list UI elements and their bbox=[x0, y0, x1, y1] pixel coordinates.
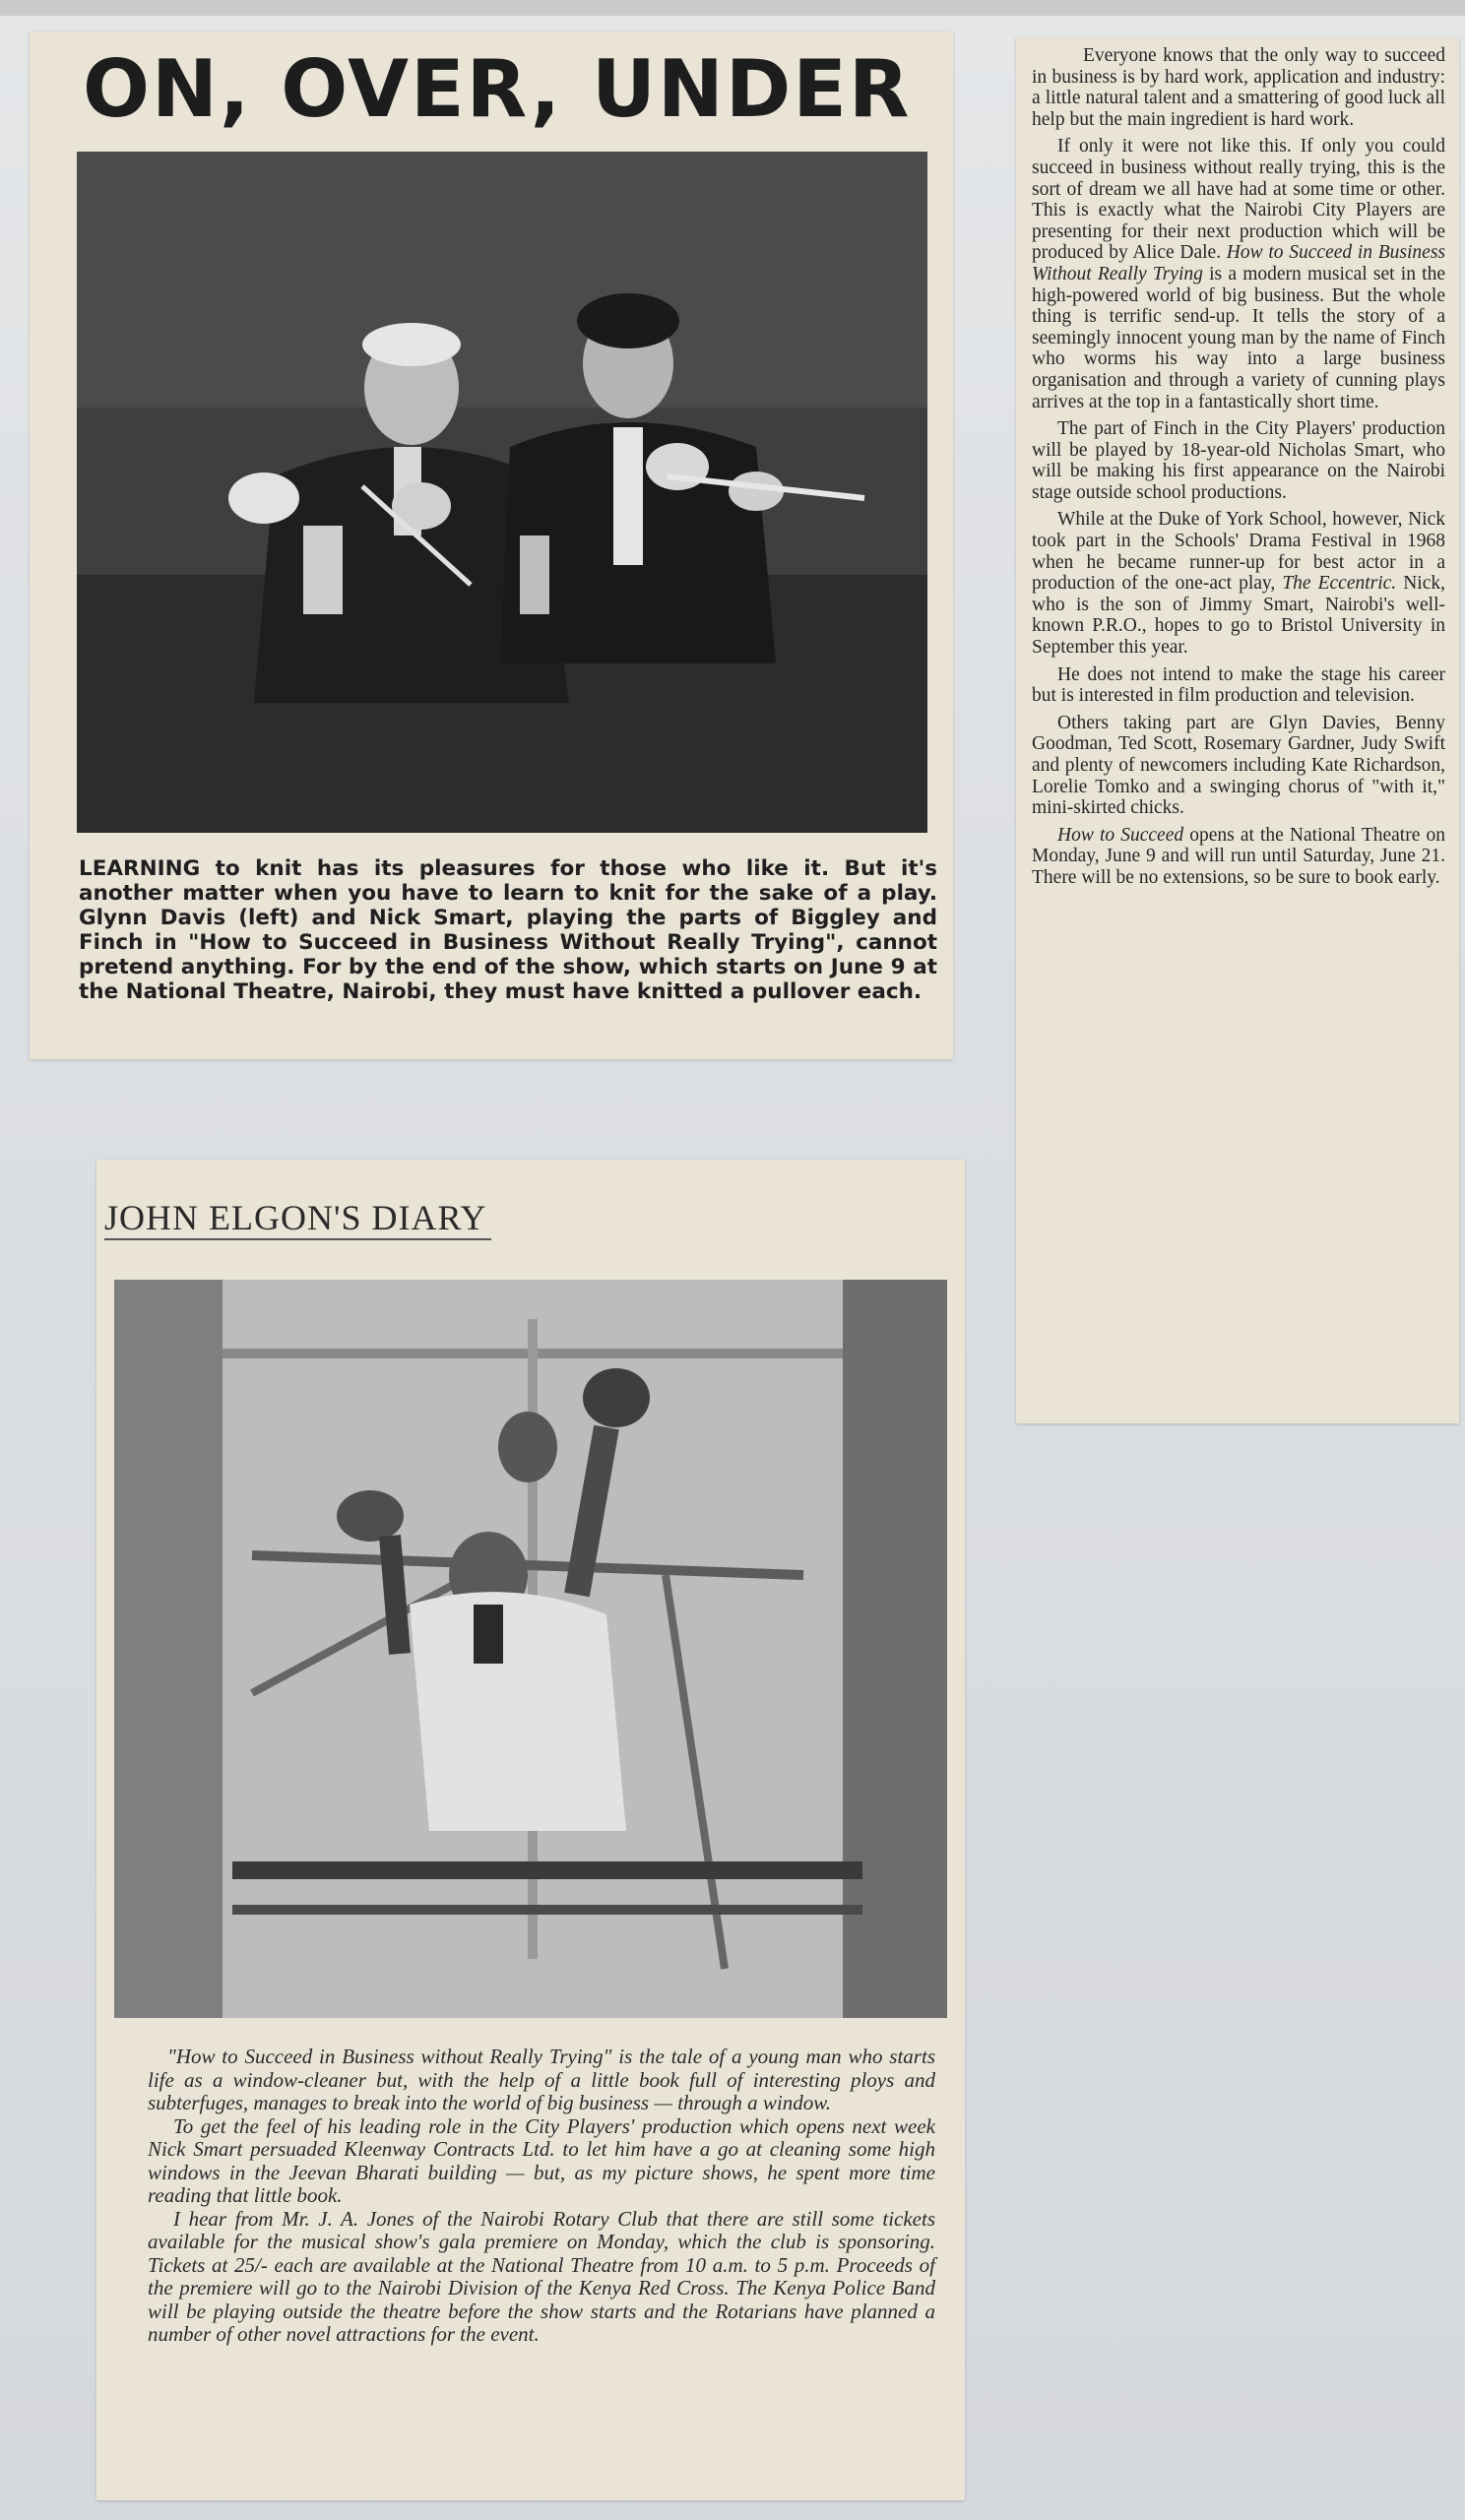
article-paragraph: The part of Finch in the City Players' production will be played by 18-year-old Nicholas Smart, who will be making his first appearance on the Nairobi stage outside school productions. bbox=[1032, 418, 1445, 503]
play-title: The Eccentric. bbox=[1282, 573, 1397, 595]
article-paragraph bbox=[1032, 136, 1445, 412]
headline: ON, OVER, UNDER bbox=[83, 43, 912, 135]
text-run: opens at the National Theatre on Monday, June 9 and will run until Saturday, June 21. There will be no extensions, so be sure to book early. bbox=[1032, 824, 1445, 888]
article-paragraph: He does not intend to make the stage his career but is interested in film production and television. bbox=[1032, 663, 1445, 707]
text-run: Nick, who is the son of Jimmy Smart, Nairobi's well-known P.R.O., hopes to go to Bristol University in September this year. bbox=[1032, 573, 1446, 659]
article-paragraph bbox=[1032, 825, 1445, 889]
diary-text bbox=[148, 2046, 935, 2347]
text-run: If only it were not like this. If only you could succeed in business without really trying, this is the sort of dream we all have had at some time or other. This is exactly what the Nairobi City Players are presenting for their next production which will be produced by Alice Dale. bbox=[1032, 136, 1445, 264]
show-title: How to Succeed bbox=[1057, 824, 1184, 846]
photo-caption bbox=[79, 856, 937, 1004]
diary-paragraph: I hear from Mr. J. A. Jones of the Nairobi Rotary Club that there are still some tickets available for the musical show's gala premiere on Monday, which the club is sponsoring. Tickets at 25/- each are available at the National Theatre from 10 a.m. to 5 p.m. Proceeds of the premiere will go to the Nairobi Division of the Kenya Red Cross. The Kenya Police Band will be playing outside the theatre before the show starts and the Rotarians have planned a number of other novel attractions for the event. bbox=[148, 2206, 935, 2346]
knitting-photo-illustration bbox=[77, 152, 927, 833]
clipping-article-column bbox=[1016, 37, 1459, 1423]
window-cleaner-photo-illustration bbox=[114, 1280, 947, 2018]
page-top-edge bbox=[0, 0, 1465, 16]
diary-paragraph: "How to Succeed in Business without Really Trying" is the tale of a young man who starts life as a window-cleaner but, with the help of a little book full of interesting ploys and subterfuges, manages to break into the world of big business — through a window. bbox=[148, 2045, 935, 2114]
diary-paragraph: To get the feel of his leading role in the City Players' production which opens next week Nick Smart persuaded Kleenway Contracts Ltd. to let him have a go at cleaning some high windows in the Jeevan Bharati building — but, as my picture shows, he spent more time reading that little book. bbox=[148, 2113, 935, 2207]
caption-lead-word: LEARNING bbox=[79, 856, 201, 881]
text-run: While at the Duke of York School, however, Nick took part in the Schools' Drama Festival in 1968 when he became runner-up for best actor in a production of the one-act play, bbox=[1032, 509, 1445, 595]
article-paragraph: Others taking part are Glyn Davies, Benny Goodman, Ted Scott, Rosemary Gardner, Judy Swift and plenty of newcomers including Kate Richardson, Lorelie Tomko and a swinging chorus of "with it," mini-skirted chicks. bbox=[1032, 712, 1445, 819]
clipping-john-elgons-diary bbox=[96, 1160, 965, 2500]
article-column bbox=[1032, 45, 1445, 895]
article-paragraph: Everyone knows that the only way to succeed in business is by hard work, application and industry: a little natural talent and a smattering of good luck all help but the main ingredient is hard work. bbox=[1032, 45, 1445, 130]
photo-two-men-knitting bbox=[77, 152, 927, 833]
diary-heading: JOHN ELGON'S DIARY bbox=[104, 1197, 491, 1240]
caption-text: to knit has its pleasures for those who like it. But it's another matter when you have to learn to knit for the sake of a play. Glynn Davis (left) and Nick Smart, playing the parts of Biggley and Finch in "How to Succeed in Business Without Really Trying", cannot pretend anything. For by the end of the show, which starts on June 9 at the National Theatre, Nairobi, they must have knitted a pullover each. bbox=[79, 856, 937, 1004]
photo-window-cleaner-on-scaffold bbox=[114, 1280, 947, 2018]
clipping-on-over-under bbox=[30, 32, 953, 1059]
article-paragraph bbox=[1032, 509, 1445, 658]
text-run: is a modern musical set in the high-powered world of big business. But the whole thing is terrific send-up. It tells the story of a seemingly innocent young man by the name of Finch who worms his way into a large business organisation and through a variety of cunning plays arrives at the top in a fantastically short time. bbox=[1032, 263, 1445, 412]
show-title: How to Succeed in Business Without Really Trying bbox=[1032, 242, 1445, 284]
